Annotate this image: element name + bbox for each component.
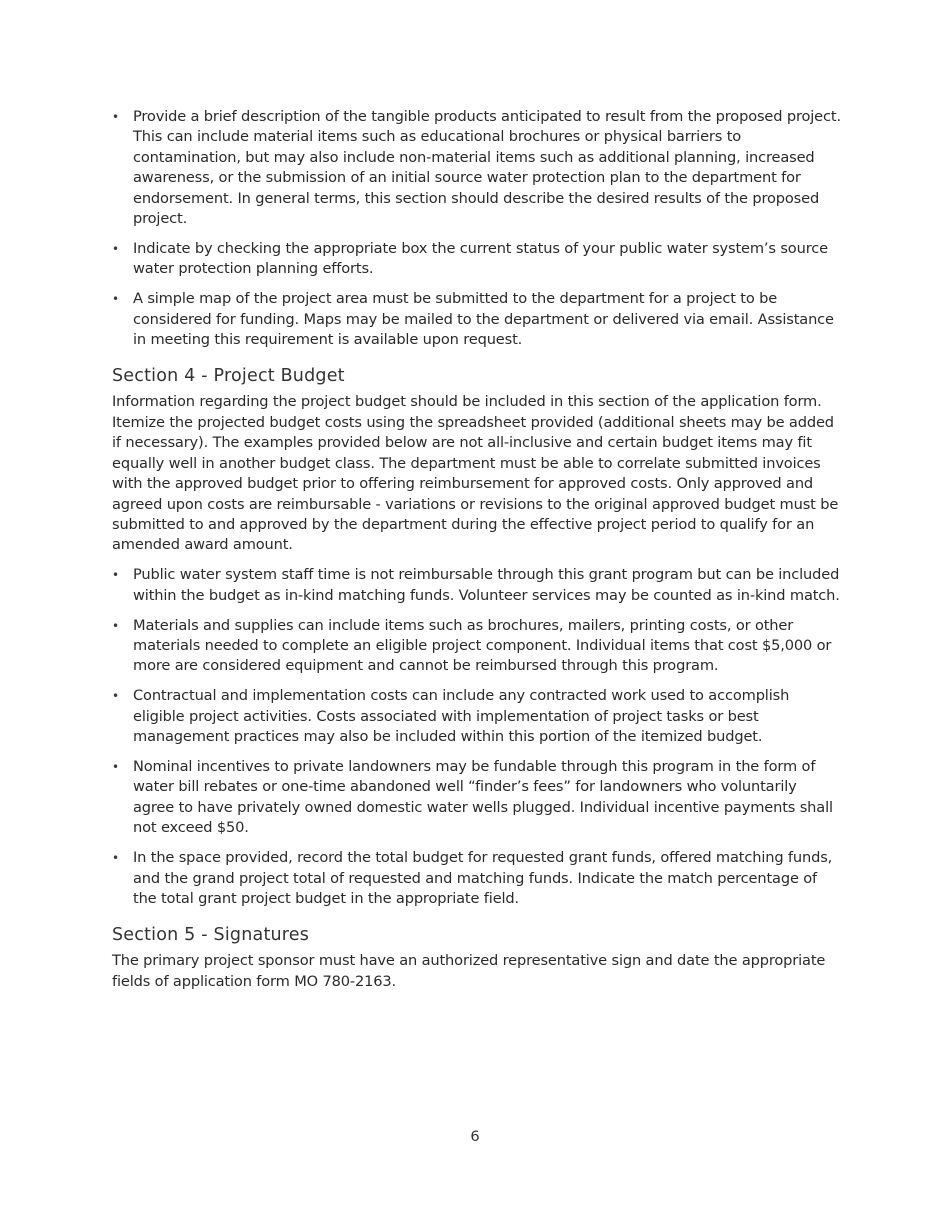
bullet-marker: •	[112, 292, 119, 307]
bullet-text: In the space provided, record the total budget for requested grant funds, offered matching funds, and the grand project total of requested and matching funds. Indicate the match percentage of the total grant project budget in the appropriate field.	[133, 849, 833, 907]
bullet-marker: •	[112, 618, 119, 633]
section-4-paragraph: Information regarding the project budget should be included in this section of the application form. Itemize the projected budget costs using the spreadsheet provided (additional sheets may be added if necessary). The examples provided below are not all-inclusive and certain budget items may fit equally well in another budget class. The department must be able to correlate submitted invoices with the approved budget prior to offering reimbursement for approved costs. Only approved and agreed upon costs are reimbursable - variations or revisions to the original approved budget must be submitted to and approved by the department during the effective project period to qualify for an amended award amount.	[112, 393, 839, 554]
bullet-text: Nominal incentives to private landowners may be fundable through this program in the form of water bill rebates or one-time abandoned well “finder’s fees” for landowners who voluntarily agree to have privately owned domestic water wells plugged. Individual incentive payments shall not exceed $50.	[133, 757, 833, 837]
list-item	[112, 239, 842, 280]
intro-bullet-list	[112, 107, 842, 350]
list-item	[112, 848, 842, 909]
section-5-heading: Section 5 - Signatures	[112, 925, 310, 946]
bullet-text: Provide a brief description of the tangible products anticipated to result from the proposed project. This can include material items such as educational brochures or physical barriers to contamination, but may also include non-material items such as additional planning, increased awareness, or the submission of an initial source water protection plan to the department for endorsement. In general terms, this section should describe the desired results of the proposed project.	[133, 108, 841, 228]
list-item	[112, 757, 842, 839]
list-item	[112, 289, 842, 350]
bullet-marker: •	[112, 110, 119, 124]
document-page	[112, 107, 842, 1002]
bullet-text: Materials and supplies can include items such as brochures, mailers, printing costs, or other materials needed to complete an eligible project component. Individual items that cost $5,000 or more are considered equipment and cannot be reimbursed through this program.	[133, 616, 832, 675]
list-item	[112, 107, 842, 229]
page-number: 6	[470, 1128, 480, 1145]
section-4-heading: Section 4 - Project Budget	[112, 366, 345, 387]
bullet-text: Public water system staff time is not reimbursable through this grant program but can be included within the budget as in-kind matching funds. Volunteer services may be counted as in-kind match.	[133, 566, 840, 604]
bullet-marker: •	[112, 689, 119, 704]
section-5-paragraph: The primary project sponsor must have an authorized representative sign and date the appropriate fields of application form MO 780-2163.	[112, 952, 826, 990]
bullet-marker: •	[112, 759, 119, 774]
bullet-marker: •	[112, 241, 119, 256]
list-item	[112, 686, 842, 747]
bullet-text: A simple map of the project area must be submitted to the department for a project to be considered for funding. Maps may be mailed to the department or delivered via email. Assistance in meeting this requirement is available upon request.	[133, 290, 834, 349]
bullet-marker: •	[112, 851, 119, 866]
bullet-text: Indicate by checking the appropriate box the current status of your public water system’s source water protection planning efforts.	[133, 239, 828, 278]
list-item	[112, 616, 842, 677]
bullet-marker: •	[112, 568, 119, 583]
budget-bullet-list	[112, 565, 842, 909]
list-item	[112, 565, 842, 606]
bullet-text: Contractual and implementation costs can include any contracted work used to accomplish eligible project activities. Costs associated with implementation of project tasks or best management practices may also be included within this portion of the itemized budget.	[133, 687, 790, 746]
